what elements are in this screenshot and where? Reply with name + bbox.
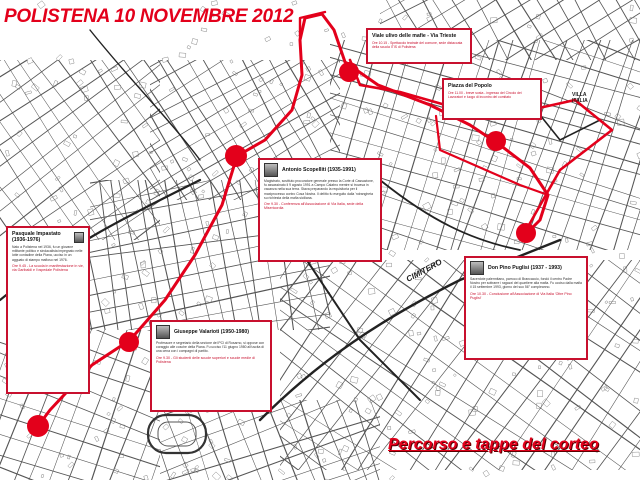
portrait-photo: [74, 232, 84, 243]
stop-header: [12, 231, 84, 243]
stop-text: Magistrato, sostituto procuratore generale presso la Corte di Cassazione, fu assassinato il 9 agosto 1991 a Campo Calabro mentre si trovava in vacanza nella sua terra. Stava preparando la requisitoria per il maxiprocesso contro Cosa Nostra. Il delitto fu eseguito dalla 'ndrangheta su richiesta della mafia siciliana.: [264, 179, 374, 200]
stop-header: [156, 325, 266, 339]
stop-text: Professore e segretario della sezione del PCI di Rosarno, si oppose con coraggio alle cosche della Piana. Fu ucciso l'11 giugno 1980 all'uscita di una cena con i compagni di partito.: [156, 341, 265, 354]
stop-marker-5: [486, 131, 506, 151]
stop-box-puglisi: [464, 256, 588, 360]
stop-text: Sacerdote palermitano, parroco di Brancaccio, fondò il centro Padre Nostro per sottrarre i ragazzi del quartiere alla mafia. Fu ucciso dalla mafia il 15 settembre 1993, giorno del suo 56° compleanno.: [470, 277, 582, 290]
stop-name: Viale ulivo delle mafie - Via Trieste: [372, 33, 457, 39]
label-italia: ITALIA: [572, 98, 588, 104]
stop-box-scopelliti: [258, 158, 382, 262]
stop-note: Ore 10.30 - Conclusione all'Associazione di Via Italia 'Oltre Pino Puglisi': [470, 291, 572, 301]
stop-name: Pasquale Impastato (1936-1976): [12, 231, 61, 243]
stop-note: Ore 9.30 - Conferenza all'Associazione di Via Italia, sede della Misericordia: [264, 202, 364, 211]
stop-text: Nato a Polistena nel 1936, fu un giovane militante politico e sindacalista impegnato nelle lotte contadine della Piana, ucciso in un agguato di stampo mafioso nel 1976.: [12, 245, 83, 262]
stop-box-piazza-popolo: [442, 78, 542, 120]
label-cimitero: CIMITERO: [404, 257, 444, 284]
stop-name: Piazza del Popolo: [448, 83, 492, 89]
stop-note: Ore 9.30 - Gli studenti delle scuole superiori e scuole medie di Polistena: [156, 355, 255, 365]
stop-header: [470, 261, 582, 275]
stop-header: [264, 163, 376, 177]
footer-title: Percorso e tappe del corteo: [388, 436, 599, 453]
label-villa: VILLA: [572, 92, 587, 98]
stop-marker-4: [339, 62, 359, 82]
portrait-photo: [156, 325, 170, 339]
stop-name: Don Pino Puglisi (1937 - 1993): [488, 265, 562, 271]
stop-note: Ore 9.45 - La scuola in manifestazione in vie, via Garibaldi e l'ospedale Polistena: [12, 263, 84, 273]
stop-box-viale-ulivo: [366, 28, 472, 64]
stop-text: Ore 10.15 - Spettacolo teatrale del comune, sede distaccata della scuola ITIS di Polistena: [372, 41, 463, 50]
stop-box-impastato: [6, 226, 90, 394]
stop-name: Antonio Scopelliti (1935-1991): [282, 167, 356, 173]
portrait-photo: [264, 163, 278, 177]
map-title: POLISTENA 10 NOVEMBRE 2012: [4, 6, 294, 27]
stop-text: Ore 11.00 - breve sosta - ingresso del Circolo dei Lavoratori e luogo di incontro del comitato: [448, 91, 522, 100]
stop-marker-1: [27, 415, 49, 437]
portrait-photo: [470, 261, 484, 275]
stop-box-valarioti: [150, 320, 272, 412]
stop-name: Giuseppe Valarioti (1950-1980): [174, 329, 249, 335]
stop-marker-6: [516, 223, 536, 243]
stop-marker-2: [119, 332, 139, 352]
stop-marker-3: [225, 145, 247, 167]
